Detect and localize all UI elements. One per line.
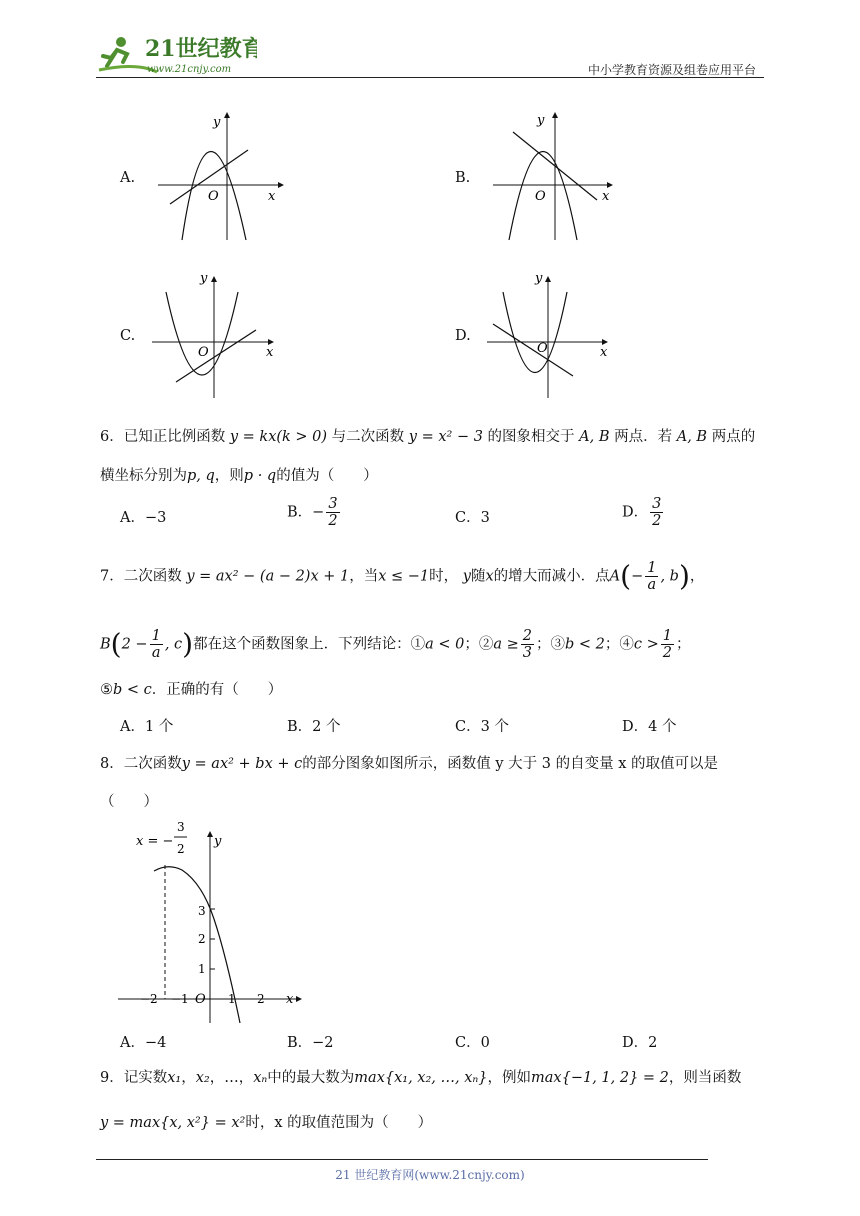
- graph-c-y-label: y: [200, 271, 208, 286]
- question-6-line-1: 6．已知正比例函数 y = kx(k > 0) 与二次函数 y = x² − 3 的图象相交于 A, B 两点．若 A, B 两点的: [100, 429, 756, 445]
- q8-xtick-neg2: −2: [140, 992, 158, 1006]
- graph-d-x-label: x: [600, 345, 608, 360]
- question-8-option-b[interactable]: B．−2: [287, 1035, 334, 1051]
- q8-ytick-3: 3: [198, 904, 206, 918]
- graph-d-y-label: y: [535, 271, 543, 286]
- graph-c-x-label: x: [266, 345, 274, 360]
- question-8-option-a[interactable]: A．−4: [120, 1035, 167, 1051]
- q8-ytick-2: 2: [198, 932, 206, 946]
- question-7-number: 7．: [100, 568, 124, 585]
- question-6-option-d[interactable]: D． $\frac{3}{2}$: [622, 496, 662, 529]
- q8-y-label: y: [214, 834, 222, 849]
- question-9-line-2: y = max{x, x²} = x²时，x 的取值范围为（ ）: [100, 1115, 433, 1131]
- header-platform-text: 中小学教育资源及组卷应用平台: [587, 63, 756, 77]
- question-6-option-a[interactable]: A．−3: [120, 510, 167, 526]
- q8-xtick-neg1: −1: [171, 992, 189, 1006]
- graph-b-origin: O: [535, 189, 546, 204]
- question-7-option-c[interactable]: C．3 个: [455, 719, 509, 735]
- graph-b-x-label: x: [602, 189, 610, 204]
- q8-xtick-2: 2: [257, 992, 265, 1006]
- graph-option-a: [150, 108, 285, 243]
- brand-url: www.21cnjy.com: [147, 64, 232, 75]
- brand-logo: [97, 32, 257, 76]
- question-6-number: 6．: [100, 429, 124, 445]
- question-7-option-d[interactable]: D．4 个: [622, 719, 677, 735]
- question-8-number: 8．: [100, 756, 124, 772]
- graph-option-c: [150, 268, 285, 403]
- question-7-line-1: 7．二次函数 y = ax² − (a − 2)x + 1，当x ≤ −1时， y随x的增大而减小．点A(− $\frac{1}{a}$ , b)，: [100, 559, 705, 593]
- graph-option-d-label: D.: [455, 328, 471, 344]
- graph-b-y-label: y: [537, 113, 545, 128]
- graph-option-d: [485, 268, 620, 403]
- question-7-line-3: ⑤b < c．正确的有（ ）: [100, 682, 283, 698]
- q8-xtick-1: 1: [228, 992, 236, 1006]
- axis-of-symmetry-den: 2: [177, 842, 185, 856]
- graph-a-origin: O: [208, 189, 219, 204]
- q8-ytick-1: 1: [198, 962, 206, 976]
- graph-c-origin: O: [198, 345, 209, 360]
- question-6-option-c[interactable]: C．3: [455, 510, 490, 526]
- question-6-option-b[interactable]: B．− $\frac{3}{2}$: [287, 496, 338, 529]
- question-9-line-1: 9．记实数x₁，x₂，…，xₙ中的最大数为max{x₁, x₂, …, xₙ}，例如max{−1, 1, 2} = 2，则当函数: [100, 1070, 742, 1086]
- graph-option-b: [485, 108, 620, 243]
- question-8-option-c[interactable]: C．0: [455, 1035, 490, 1051]
- question-6-line-2: 横坐标分别为p, q，则p · q的值为（ ）: [100, 468, 378, 484]
- graph-a-y-label: y: [213, 115, 221, 130]
- graph-d-origin: O: [537, 341, 548, 356]
- question-8-graph: [110, 815, 310, 1030]
- brand-name: 21世纪教育: [145, 36, 257, 62]
- footer-divider: [96, 1159, 708, 1160]
- question-8-line-1: 8．二次函数y = ax² + bx + c的部分图象如图所示，函数值 y 大于 3 的自变量 x 的取值可以是: [100, 756, 718, 772]
- axis-of-symmetry-label: x = −: [136, 834, 174, 849]
- graph-option-c-label: C.: [120, 328, 136, 344]
- question-8-line-2: （ ）: [100, 794, 158, 810]
- graph-option-b-label: B.: [455, 170, 471, 186]
- q8-x-label: x: [286, 992, 294, 1007]
- graph-option-a-label: A.: [120, 170, 136, 186]
- q8-origin: O: [195, 992, 206, 1007]
- question-7-line-2: B(2 − $\frac{1}{a}$ , c)都在这个函数图象上．下列结论：①a < 0；②a ≥ $\frac{2}{3}$ ；③b < 2；④c > $\frac{1}{2}$ ；: [100, 627, 691, 661]
- question-9-number: 9．: [100, 1070, 124, 1086]
- graph-a-x-label: x: [268, 189, 276, 204]
- header-divider: [96, 77, 764, 78]
- question-8-option-d[interactable]: D．2: [622, 1035, 658, 1051]
- question-7-option-b[interactable]: B．2 个: [287, 719, 341, 735]
- axis-of-symmetry-num: 3: [177, 820, 185, 834]
- footer-link[interactable]: 21 世纪教育网(www.21cnjy.com): [335, 1168, 525, 1182]
- question-7-option-a[interactable]: A．1 个: [120, 719, 174, 735]
